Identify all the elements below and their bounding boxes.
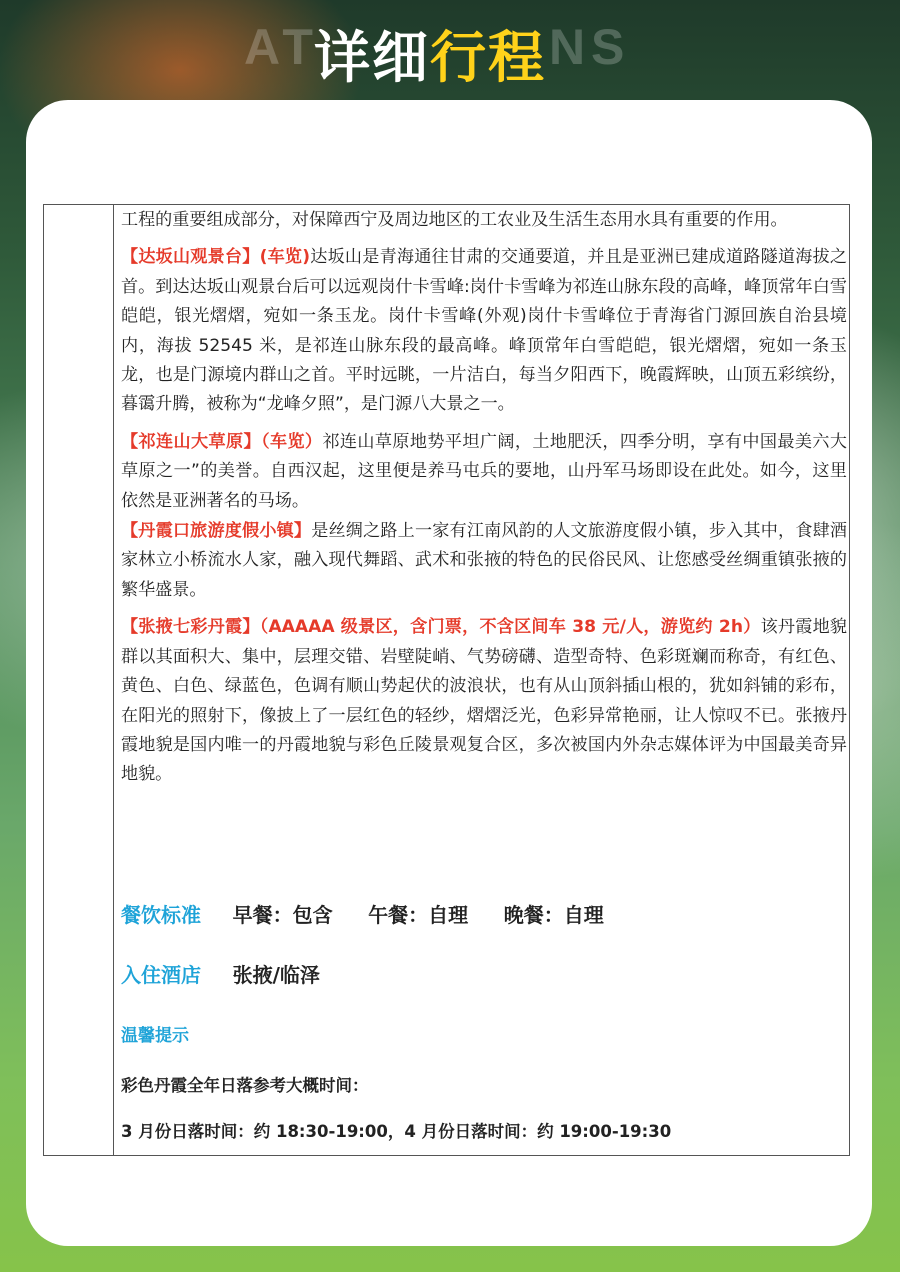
meals-dinner: 晚餐：自理 bbox=[503, 903, 604, 927]
meals-label: 餐饮标准 bbox=[121, 903, 201, 927]
section-tag: 【张掖七彩丹霞】（AAAAA 级景区，含门票，不含区间车 38 元/人，游览约 2h） bbox=[121, 617, 761, 638]
page-title bbox=[314, 14, 546, 94]
section-text: 该丹霞地貌群以其面积大、集中，层理交错、岩壁陡峭、气势磅礴、造型奇特、色彩斑斓而称奇，有红色、黄色、白色、绿蓝色，色调有顺山势起伏的波浪状，也有从山顶斜插山根的，犹如斜铺的彩布，在阳光的照射下，像披上了一层红色的轻纱，熠熠泛光，色彩异常艳丽，让人惊叹不已。张掖丹霞地貌是国内唯一的丹霞地貌与彩色丘陵景观复合区，多次被国内外杂志媒体评为中国最美奇异地貌。 bbox=[121, 617, 848, 785]
hotel-label: 入住酒店 bbox=[121, 963, 201, 987]
title-part-1: 详细 bbox=[314, 26, 430, 91]
title-part-2: 行程 bbox=[430, 26, 546, 91]
section-text: 祁连山草原地势平坦广阔，土地肥沃，四季分明，享有中国最美六大草原之一”的美誉。自西汉起，这里便是养马屯兵的要地，山丹军马场即设在此处。如今，这里依然是亚洲著名的马场。 bbox=[121, 431, 847, 511]
intro-paragraph: 工程的重要组成部分，对保障西宁及周边地区的工农业及生活生态用水具有重要的作用。 bbox=[121, 210, 788, 230]
section-tag: 【祁连山大草原】（车览） bbox=[121, 431, 323, 452]
tips-line-2 bbox=[121, 1118, 671, 1142]
page-header bbox=[0, 0, 900, 100]
section-text: 达坂山是青海通往甘肃的交通要道，并且是亚洲已建成道路隧道海拔之首。到达达坂山观景台后可以远观岗什卡雪峰:岗什卡雪峰为祁连山脉东段的高峰，峰顶常年白雪皑皑，银光熠熠，宛如一条玉龙。岗什卡雪峰(外观)岗什卡雪峰位于青海省门源回族自治县境内，海拔 52545 米，是祁连山脉东段的最高峰。峰顶常年白雪皑皑，银光熠熠，宛如一条玉龙，也是门源境内群山之首。平时远眺，一片洁白，每当夕阳西下，晚霞辉映，山顶五彩缤纷，暮霭升腾，被称为“龙峰夕照”，是门源八大景之一。 bbox=[121, 247, 848, 415]
section-tag: 【达坂山观景台】(车览) bbox=[121, 247, 311, 268]
tips-line-1 bbox=[121, 1072, 369, 1096]
itinerary-content bbox=[121, 206, 847, 790]
section-text: 是丝绸之路上一家有江南风韵的人文旅游度假小镇，步入其中，食肆酒家林立小桥流水人家，融入现代舞蹈、武术和张掖的特色的民俗民风、让您感受丝绸重镇张掖的繁华盛景。 bbox=[121, 521, 848, 600]
section-qilian-grassland bbox=[121, 428, 847, 516]
section-danxiakou-town bbox=[121, 517, 847, 605]
tips-label: 温馨提示 bbox=[121, 1026, 189, 1046]
meals-breakfast: 早餐：包含 bbox=[232, 903, 333, 927]
table-column-divider bbox=[113, 205, 114, 1155]
section-tag: 【丹霞口旅游度假小镇】 bbox=[121, 521, 312, 542]
section-dabanshan bbox=[121, 243, 847, 419]
hotel-row bbox=[121, 959, 320, 988]
meals-lunch: 午餐：自理 bbox=[368, 903, 469, 927]
tips-text: 3 月份日落时间：约 18:30-19:00，4 月份日落时间：约 19:00-19:30 bbox=[121, 1122, 672, 1141]
meals-row bbox=[121, 899, 604, 928]
section-zhangye-danxia bbox=[121, 613, 847, 789]
hotel-value: 张掖/临泽 bbox=[232, 963, 320, 987]
tips-text: 彩色丹霞全年日落参考大概时间： bbox=[121, 1076, 369, 1095]
header-watermark-text: AT NS bbox=[244, 19, 631, 75]
tips-header bbox=[121, 1021, 189, 1046]
